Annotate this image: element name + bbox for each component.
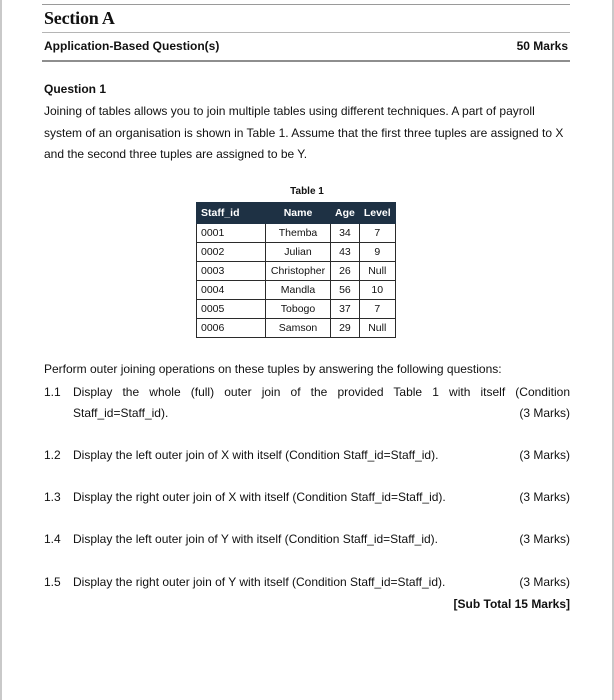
cell-staff-id: 0005 bbox=[197, 300, 266, 319]
table-row bbox=[197, 319, 396, 338]
cell-name: Mandla bbox=[266, 281, 331, 300]
item-marks: (3 Marks) bbox=[519, 406, 570, 420]
item-marks: (3 Marks) bbox=[519, 575, 570, 589]
cell-staff-id: 0003 bbox=[197, 262, 266, 281]
column-header-staff-id: Staff_id bbox=[197, 203, 266, 224]
item-text-line1: Display the whole (full) outer join of the provided Table 1 with itself (Condition bbox=[73, 385, 570, 399]
table-row bbox=[197, 243, 396, 262]
item-text: Display the left outer join of X with itself (Condition Staff_id=Staff_id). bbox=[73, 448, 439, 462]
header-divider bbox=[42, 60, 570, 62]
item-marks: (3 Marks) bbox=[519, 448, 570, 462]
cell-level: 10 bbox=[359, 281, 395, 300]
cell-level: Null bbox=[359, 262, 395, 281]
cell-age: 26 bbox=[331, 262, 360, 281]
cell-staff-id: 0004 bbox=[197, 281, 266, 300]
question-title: Question 1 bbox=[44, 82, 107, 96]
table-caption: Table 1 bbox=[290, 186, 324, 197]
table-row bbox=[197, 262, 396, 281]
section-title: Section A bbox=[44, 8, 115, 28]
cell-staff-id: 0001 bbox=[197, 224, 266, 243]
cell-name: Christopher bbox=[266, 262, 331, 281]
cell-age: 34 bbox=[331, 224, 360, 243]
item-number: 1.1 bbox=[44, 385, 61, 399]
item-number: 1.2 bbox=[44, 448, 61, 462]
cell-level: Null bbox=[359, 319, 395, 338]
cell-level: 7 bbox=[359, 224, 395, 243]
cell-age: 43 bbox=[331, 243, 360, 262]
cell-staff-id: 0006 bbox=[197, 319, 266, 338]
cell-name: Themba bbox=[266, 224, 331, 243]
cell-staff-id: 0002 bbox=[197, 243, 266, 262]
table-row bbox=[197, 300, 396, 319]
item-text: Display the right outer join of Y with itself (Condition Staff_id=Staff_id). bbox=[73, 575, 446, 589]
column-header-level: Level bbox=[359, 203, 395, 224]
cell-name: Samson bbox=[266, 319, 331, 338]
cell-level: 9 bbox=[359, 243, 395, 262]
section-subheading: Application-Based Question(s) bbox=[44, 39, 220, 53]
cell-age: 29 bbox=[331, 319, 360, 338]
table-row bbox=[197, 281, 396, 300]
item-number: 1.4 bbox=[44, 532, 61, 546]
item-number: 1.3 bbox=[44, 490, 61, 504]
page-left-border bbox=[0, 0, 2, 700]
item-text-line2: Staff_id=Staff_id). bbox=[73, 406, 169, 420]
question-text: Joining of tables allows you to join multiple tables using different techniques. A part of payroll system of an organisation is shown in Table 1. Assume that the first three tuples are assigned to X and the second three tuples are assigned to be Y. bbox=[44, 104, 564, 161]
cell-level: 7 bbox=[359, 300, 395, 319]
cell-name: Tobogo bbox=[266, 300, 331, 319]
sub-total-marks: [Sub Total 15 Marks] bbox=[453, 597, 570, 611]
section-marks: 50 Marks bbox=[516, 39, 568, 53]
payroll-table bbox=[196, 202, 396, 338]
column-header-name: Name bbox=[266, 203, 331, 224]
cell-name: Julian bbox=[266, 243, 331, 262]
table-row bbox=[197, 224, 396, 243]
top-rule bbox=[42, 4, 570, 5]
table-header-row bbox=[197, 203, 396, 224]
section-divider bbox=[42, 32, 570, 33]
item-marks: (3 Marks) bbox=[519, 532, 570, 546]
item-text: Display the left outer join of Y with itself (Condition Staff_id=Staff_id). bbox=[73, 532, 438, 546]
item-number: 1.5 bbox=[44, 575, 61, 589]
cell-age: 56 bbox=[331, 281, 360, 300]
question-item-1-1 bbox=[44, 385, 570, 425]
column-header-age: Age bbox=[331, 203, 360, 224]
item-text: Display the right outer join of X with itself (Condition Staff_id=Staff_id). bbox=[73, 490, 446, 504]
item-marks: (3 Marks) bbox=[519, 490, 570, 504]
instructions-intro: Perform outer joining operations on these tuples by answering the following questions: bbox=[44, 362, 502, 376]
cell-age: 37 bbox=[331, 300, 360, 319]
